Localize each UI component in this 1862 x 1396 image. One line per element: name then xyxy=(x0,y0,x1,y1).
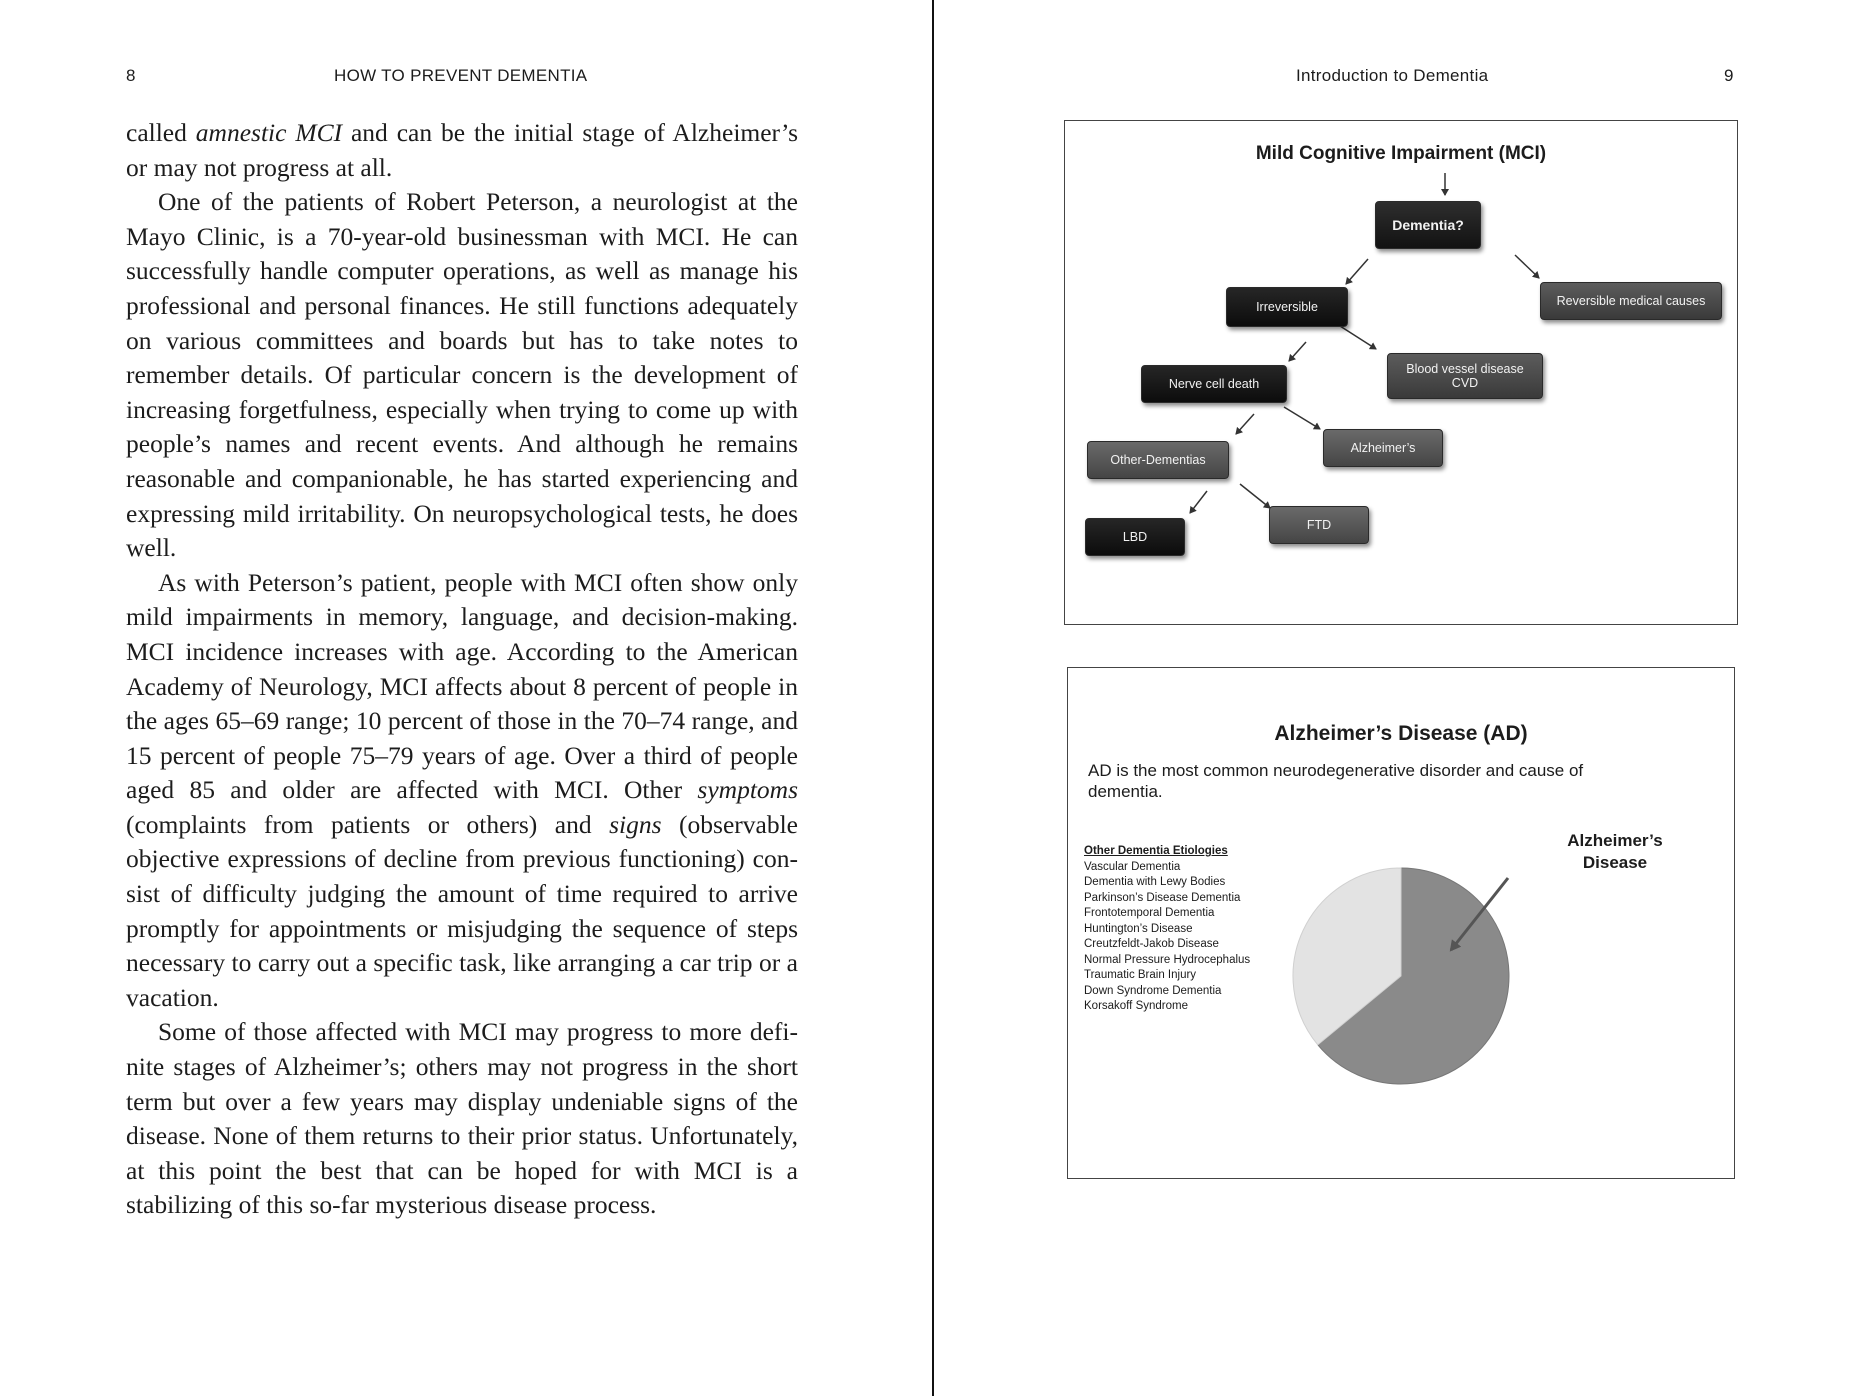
node-irreversible: Irreversible xyxy=(1226,287,1348,327)
node-dementia: Dementia? xyxy=(1375,201,1481,249)
italic-run: amnestic MCI xyxy=(195,118,343,147)
text-run: (observable objective expressions of decline from previous functioning) consist of difficulty judging the amount of time required to arrive promptly for appointments or misjudging the sequence of steps necessary to carry out a specific task, like arranging a car trip or a vacation. xyxy=(126,809,798,1012)
etiology-item: Vascular Dementia xyxy=(1084,860,1181,873)
paragraph xyxy=(126,566,798,1016)
node-ftd: FTD xyxy=(1269,506,1369,544)
pie-label-line2: Disease xyxy=(1582,853,1648,872)
etiologies-items xyxy=(1084,860,1250,1015)
page-number-right: 9 xyxy=(1724,66,1734,85)
arrow-to-ftd xyxy=(1240,484,1270,508)
etiology-item: Traumatic Brain Injury xyxy=(1084,969,1197,981)
ad-description: AD is the most common neurodegenerative disorder and cause of dementia. xyxy=(1088,761,1584,801)
text-run: As with Peterson’s patient, people with MCI often show only mild impairments in memory, language, and decision-making. MCI incidence increases with age. According to the American Academy of Neurology, MCI affects about 8 percent of people in the ages 65–69 range; 10 percent of those in the 70–74 range, and 15 percent of people 75–79 years of age. Over a third of people aged 85 and older are affected with MCI. Other xyxy=(126,567,798,805)
italic-run: signs xyxy=(609,809,662,839)
pie-label-line1: Alzheimer’s xyxy=(1567,831,1663,850)
arrow-to-reversible xyxy=(1515,255,1539,278)
node-other-dementias: Other-Dementias xyxy=(1087,441,1229,479)
arrow-to-other xyxy=(1236,414,1254,434)
arrow-to-vessel xyxy=(1340,326,1376,349)
body-text xyxy=(126,116,798,1223)
etiology-item: Creutzfeldt-Jakob Disease xyxy=(1084,938,1219,950)
running-head-right: Introduction to Dementia xyxy=(1296,66,1489,85)
etiology-item: Parkinson’s Disease Dementia xyxy=(1084,891,1241,904)
arrow-to-lbd xyxy=(1190,491,1207,513)
arrow-to-nerve xyxy=(1289,342,1306,361)
node-blood-vessel-disease xyxy=(1387,353,1543,399)
etiology-item: Down Syndrome Dementia xyxy=(1084,984,1222,997)
text-run: and can be the initial stage of Alzheimer’s or may not progress at all. xyxy=(126,118,799,182)
italic-run: symptoms xyxy=(697,775,798,805)
pie-slices xyxy=(1293,868,1509,1084)
text-run: called xyxy=(126,118,196,147)
node-nerve-cell-death-label: Nerve cell death xyxy=(1168,377,1260,391)
etiology-item: Huntington’s Disease xyxy=(1084,922,1193,935)
running-head-left: HOW TO PREVENT DEMENTIA xyxy=(334,66,588,85)
paragraph xyxy=(126,185,798,566)
node-vessel-line2: CVD xyxy=(1451,376,1479,390)
node-reversible-medical-causes: Reversible medical causes xyxy=(1540,282,1722,320)
etiologies-heading: Other Dementia Etiologies xyxy=(1084,845,1228,857)
etiologies-list xyxy=(1084,844,1250,1015)
node-lbd: LBD xyxy=(1085,518,1185,556)
etiology-item: Dementia with Lewy Bodies xyxy=(1084,876,1226,888)
node-vessel-line1: Blood vessel disease xyxy=(1406,362,1524,376)
etiology-item: Normal Pressure Hydrocephalus xyxy=(1084,953,1251,966)
pie-label-alzheimers xyxy=(1540,830,1690,874)
node-alzheimers: Alzheimer’s xyxy=(1323,429,1443,467)
node-nerve-cell-death xyxy=(1141,365,1287,403)
text-run: Some of those affected with MCI may progress to more definite stages of Alzheimer’s; others may not progress in the short term but over a few years may display undeniable signs of the disease. None of them returns to their prior status. Unfortunately, at this point the best that can be hoped for with MCI is a stabilizing of this so-far mysterious disease process. xyxy=(126,1017,798,1220)
arrow-to-alz xyxy=(1284,407,1320,429)
diagram-title: Mild Cognitive Impairment (MCI) xyxy=(1255,143,1547,164)
arrow-to-irreversible xyxy=(1346,259,1368,284)
page-number-left: 8 xyxy=(126,66,136,85)
ad-pie-figure xyxy=(1067,667,1735,1179)
etiology-item: Korsakoff Syndrome xyxy=(1084,1000,1188,1012)
text-run: One of the patients of Robert Peterson, a neurologist at the Mayo Clinic, is a 70-year-old businessman with MCI. He can successfully handle computer operations, as well as manage his professional and personal finances. He still functions adequately on various committees and boards but has to take notes to remember details. Of particular concern is the development of increasing forgetfulness, especially when trying to come up with people’s names and recent events. And although he remains reasonable and companionable, he has started experiencing and expressing mild irritability. On neuropsychological tests, he does well. xyxy=(126,187,798,563)
text-run: (complaints from patients or others) and xyxy=(126,809,610,839)
etiology-item: Frontotemporal Dementia xyxy=(1084,907,1215,919)
mci-flow-diagram xyxy=(1064,120,1738,625)
paragraph xyxy=(126,1015,798,1223)
ad-chart-title: Alzheimer’s Disease (AD) xyxy=(1274,722,1528,745)
paragraph xyxy=(126,116,798,185)
